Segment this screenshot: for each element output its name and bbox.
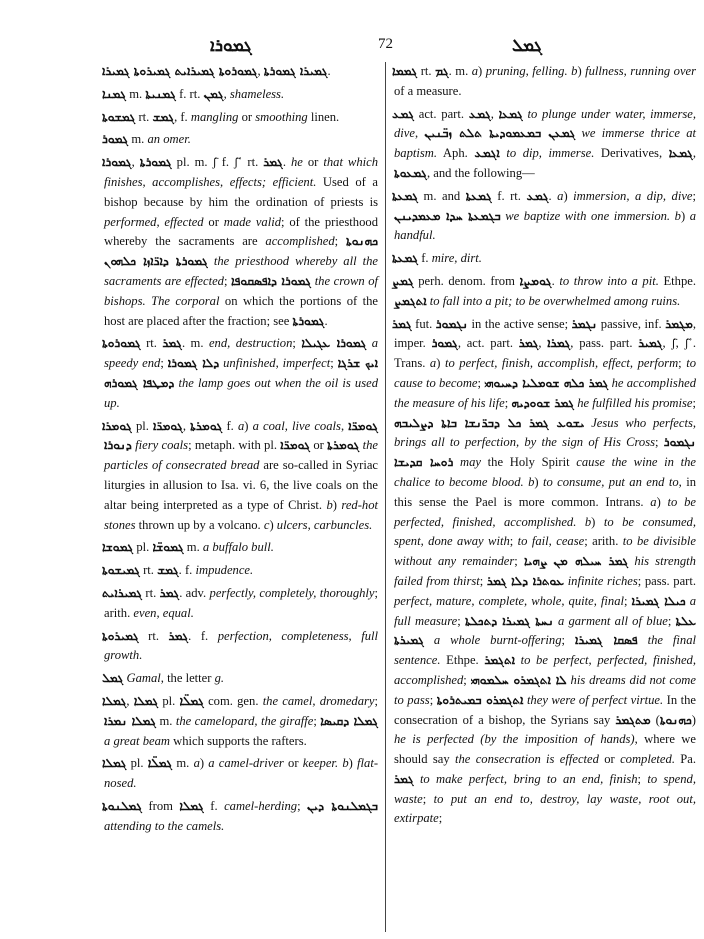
- page-number: 72: [378, 36, 393, 52]
- dictionary-entry: ܓܡܪ fut. ܢܓܡܘܪ in the active sense; ܢܓܡܪ passive, inf. ܡܓܡܪ, imper. ܓܡܘܪ, act. part. ܓܡܪ, ܓܡܪܐ, pass. part. ܓܡܝܪ, ʃ̈, ʃ̈ʾ. Trans. a) to perfect, finish, accomplish, effect, perform; to cause to become; ܓܡܪ ܟܠܗ ܫܘܡܠܝܐ ܕܚܝܘܗܝ he accomplished the measure of his life; ܓܡܪ ܫܘܘܕܝܗ he fulfilled his promise; ܝܫܘܥ ܓܡܪ ܟܠ ܕܒܪ̈ܢܫܐ ܒܐܬܐ ܕܨܠܝܒܗ Jesus who perfects, brings all to perfection, by the sign of His Cross; ܢܓܡܘܪ ܪܘܚܐ ܩܕܝܫܐ may the Holy Spirit cause the wine in the chalice to become blood. b) to consume, put an end to, in this sense the Pael is more common. Intrans. a) to be perfected, finished, accomplished. b) to be consumed, spent, done away with; to fail, cease; arith. to be divisible without any remainder; ܓܡܪ ܚܝܠܗ ܡܢ ܨܗܝܐ his strength failed from thirst; ܥܘܬܪܐ ܕܠܐ ܓܡܪ infinite riches; pass. part. perfect, mature, complete, whole, quite, final; ܟܝܠܐ ܓܡܝܪܐ a full measure; ܢܚܬܐ ܓܡܝܪܐ ܕܬܟܠܬܐ a garment all of blue; ܥܠܬܐ ܓܡܝܪܬܐ a whole burnt-offering; ܦܣܩܐ ܓܡܝܪܐ the final sentence. Ethpe. ܐܬܓܡܪ to be perfect, perfected, finished, accomplished; ܠܐ ܐܬܓܡܪܘ ܚܠܡܘܗܝ his dreams did not come to pass; ܐܬܓܡܪܘ ܒܡܝܬܪܘܬܐ they were of perfect virtue. In the consecration of a bishop, the Syrians say ܡܬܓܡܪ (ܟܗܢܘܬܐ) he is perfected (by the imposition of hands), where we should say the consecration is effected or completed. Pa. ܓܡܪ to make perfect, bring to an end, finish; to spend, waste; to put an end to, destroy, lay waste, root out, extirpate;: [392, 316, 697, 826]
- right-column: [394, 62, 696, 832]
- dictionary-entry: ܓܡܝܪܘܬܐ rt. ܓܡܪ. f. perfection, completeness, full growth.: [102, 628, 379, 663]
- dictionary-entry: ܓܘܡܪܐ pl. ܓܘܡܪ̈ܐ, ܓܘܡܪܬܐ f. a) a coal, live coals, ܓܘܡܪ̈ܐ ܕܢܘܪܐ fiery coals; metaph. with pl. ܓܘܡܪ̈ܐ or ܓܘܡܪܬܐ the particles of consecrated bread are so-called in Syriac liturgies in allusion to Isa. vi. 6, the live coals on the altar being interpreted as a type of Christ. b) red-hot stones thrown up by a volcano. c) ulcers, carbuncles.: [102, 418, 379, 532]
- dictionary-entry: ܓܡܡܐ rt. ܓܡ. m. a) pruning, felling. b) fullness, running over of a measure.: [392, 64, 697, 98]
- dictionary-entry: ܓܡܘܪܘܬܐ rt. ܓܡܪ. m. end, destruction; ܓܡܘܪܐ ܥܓܝܠܐ a speedy end; ܕܠܐ ܓܡܘܪܐ unfinished, imperfect; ܐܝܟ ܫܪܓܐ ܕܡܛܦܐ ܓܡܘܪܗ the lamp goes out when the oil is used up.: [102, 336, 379, 410]
- column-divider: [385, 62, 386, 932]
- left-column: [104, 62, 378, 839]
- dictionary-entry: ܓܡܠ Gamal, the letter g.: [102, 671, 225, 686]
- dictionary-entry: ܓܡܘܫܐ pl. ܓܡܘܫ̈ܐ m. a buffalo bull.: [102, 540, 274, 555]
- dictionary-entry: ܓܡܘܪܐ, ܓܡܘܪܬܐ pl. m. ʃ̈ f. ʃ̈ʾ rt. ܓܡܪ. he or that which finishes, accomplishes, effects; efficient. Used of a bishop because by him the ordination of priests is performed, effected or made valid; of the priesthood whereby the sacraments are accomplished; ܟܗܢܘܬܐ ܓܡܘܪܬܐ ܕܐܪ̈ܐܙܐ ܟܠܗܘܢ the priesthood whereby all the sacraments are effected; ܓܡܘܪܐ ܕܐܦܣܩܘܦܐ the crown of bishops. The corporal on which the portions of the host are placed after the fraction; see ܓܡܘܪܬܐ.: [102, 155, 379, 328]
- dictionary-entry: ܓܡܘܪܘܬܐ ܓܡܝܪܐܝܬ ܓܡܝܪܘܬܐ ܓܡܝܪܐ, ܓܡܝܪܐ ܓܡܘܪܬܐ.: [102, 64, 331, 78]
- dictionary-entry: ܓܡܢܐ m. ܓܡܢܝܬܐ f. rt. ܓܡܢ, shameless.: [102, 86, 285, 101]
- left-running-headword: ܓܡܘܪܐ: [210, 36, 252, 55]
- dictionary-entry: ܓܡܥ act. part. ܓܡܥ, ܓܡܥܐ to plunge under water, immerse, dive, ܓܡܥܢ ܒܡܥܡܘܕܝܬܐ ܬܠܬ ܙܒ̈ܢܝܢ we immerse thrice at baptism. Aph. ܐܓܡܥ to dip, immerse. Derivatives, ܓܡܥܐ, ܓܡܥܘܬܐ, and the following—: [392, 106, 697, 180]
- dictionary-entry: ܓܡܘܪ m. an omer.: [102, 132, 191, 147]
- dictionary-entry: ܓܡܝܪܐܝܬ rt. ܓܡܪ. adv. perfectly, completely, thoroughly; arith. even, equal.: [102, 585, 379, 620]
- right-running-headword: ܓܡܠ: [512, 36, 543, 55]
- dictionary-entry: ܓܡܥܬܐ m. and ܓܡܥܬܐ f. rt. ܓܡܥ. a) immersion, a dip, dive; ܒܓܡܥܬܐ ܚܕܐ ܡܥܡܕܝܢܢ we baptize with one immersion. b) a handful.: [392, 188, 697, 243]
- dictionary-entry: ܓܡܠܢܘܬܐ from ܓܡܠܐ f. camel-herding; ܒܓܡܠܢܘܬܐ ܕܝܢ attending to the camels.: [102, 798, 379, 833]
- dictionary-entry: ܓܡܨ perh. denom. from ܓܘܡܨܐ. to throw into a pit. Ethpe. ܐܬܓܡܨ to fall into a pit; to be overwhelmed among ruins.: [392, 273, 696, 308]
- dictionary-entry: ܓܡܠܐ, ܓܡܠܐ pl. ܓܡܠ̈ܐ com. gen. the camel, dromedary; ܓܡܠܐ ܢܡܪܐ m. the camelopard, the giraffe; ܓܡܠܐ ܕܩܝܣܐ a great beam which supports the rafters.: [102, 693, 379, 748]
- dictionary-entry: ܓܡܫܘܬܐ rt. ܓܡܫ, f. mangling or smoothing linen.: [102, 109, 340, 124]
- dictionary-entry: ܓܡܝܫܘܬܐ rt. ܓܡܫ. f. impudence.: [102, 563, 254, 578]
- running-header: [0, 36, 704, 60]
- dictionary-entry: ܓܡܥܬܐ f. mire, dirt.: [392, 251, 482, 266]
- dictionary-entry: ܓܡܠܐ pl. ܓܡܠ̈ܐ m. a) a camel-driver or keeper. b) flat-nosed.: [102, 756, 379, 791]
